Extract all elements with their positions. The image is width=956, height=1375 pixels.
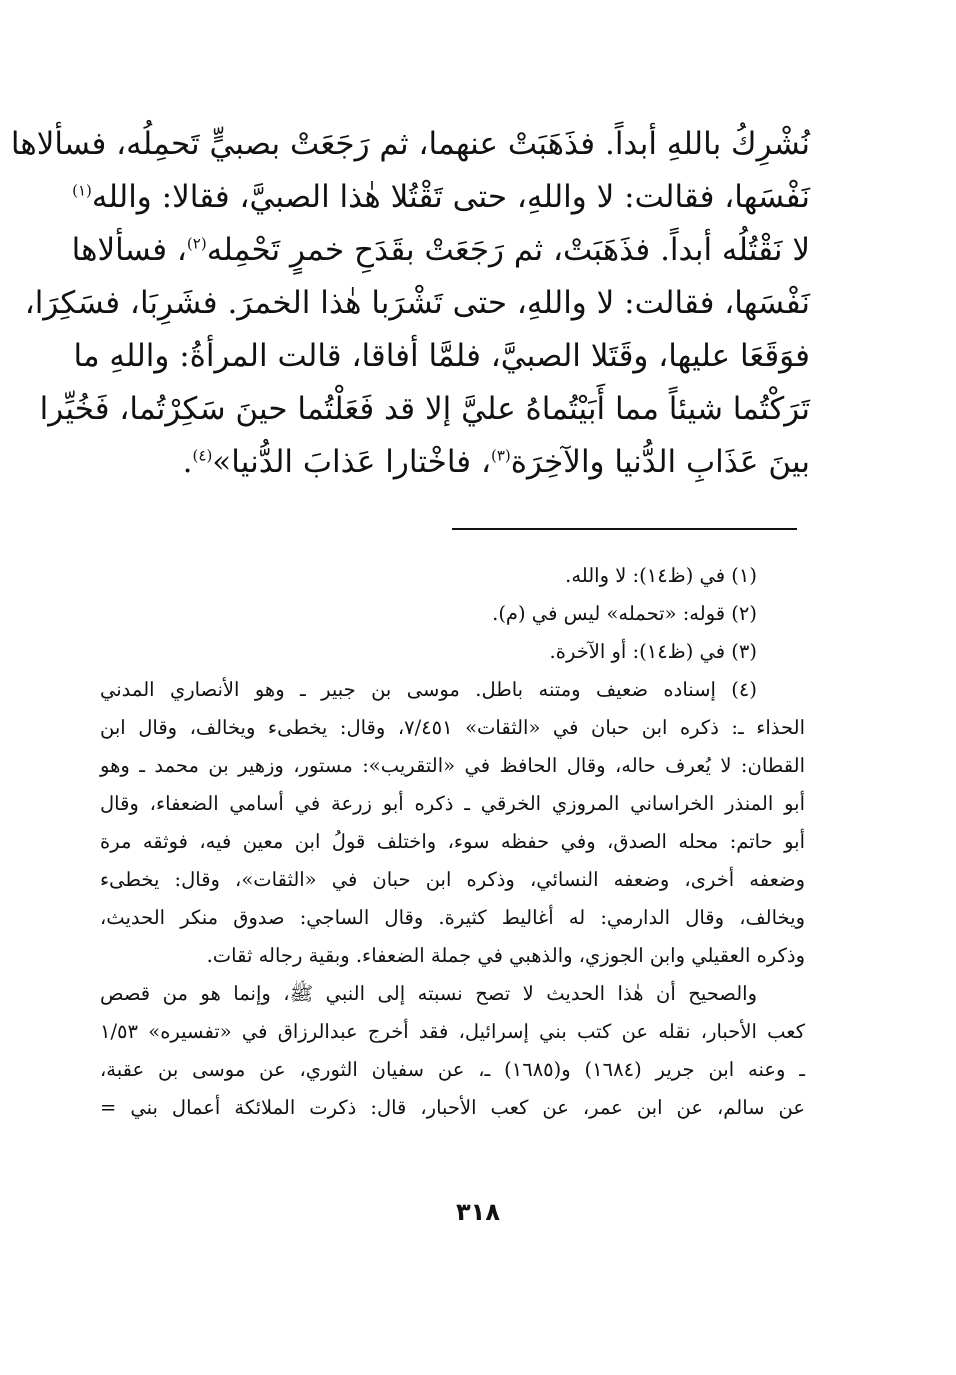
- footnote-separator: [452, 528, 797, 530]
- footnote-4-line: وضعفه أخرى، وضعفه النسائي، وذكره ابن حبان في «الثقات»، وقال: يخطىء: [100, 868, 805, 891]
- footnote-4-line: الحذاء ـ: ذكره ابن حبان في «الثقات» ٧/٤٥١، وقال: يخطىء ويخالف، وقال ابن: [100, 716, 805, 739]
- footnotes-block: [100, 557, 805, 1127]
- main-text-line: [71, 224, 810, 277]
- main-text-line-tail: ، فسألاها: [71, 232, 187, 268]
- main-text-line: نُشْرِكُ باللهِ أبداً. فذَهَبَتْ عنهما، ثم رَجَعَتْ بصبيٍّ تَحمِلُه، فسألاها: [10, 126, 810, 162]
- main-text-line: فوَقَعَا عليها، وقَتَلا الصبيَّ، فلمَّا أفاقا، قالت المرأةُ: واللهِ ما: [73, 338, 810, 374]
- footnote-4-para2-line: عن سالم، عن ابن عمر، عن كعب الأحبار، قال: ذكرت الملائكة أعمال بني =: [100, 1096, 805, 1119]
- footnote-4-line: أبو حاتم: محله الصدق، وفي حفظه سوء، واختلف قولُ ابن معين فيه، فوثقه مرة: [100, 830, 805, 853]
- footnote-4-para2-line: والصحيح أن هٰذا الحديث لا تصح نسبته إلى النبي ﷺ، وإنما هو من قصص: [100, 982, 757, 1005]
- main-text-line: [72, 171, 810, 224]
- footnote-reference: (٣): [490, 446, 511, 465]
- main-text-line: تَرَكْتُما شيئاً مما أَبَيْتُماهُ عليَّ إلا قد فَعَلْتُما حينَ سَكِرْتُما، فَخُيِّرا: [39, 391, 810, 427]
- main-text-line-content: لا نَقْتُلُه أبداً. فذَهَبَتْ، ثم رَجَعَتْ بقَدَحِ خمرٍ تَحْمِله: [206, 232, 810, 268]
- footnote-reference: (١): [72, 181, 92, 200]
- footnote-4-line: أبو المنذر الخراساني المروزي الخرقي ـ ذكره أبو زرعة في أسامي الضعفاء، وقال: [100, 792, 805, 815]
- footnote-4-line: القطان: لا يُعرف حاله، وقال الحافظ في «التقريب»: مستور، وزهير بن محمد ـ وهو: [100, 754, 805, 777]
- footnote-1: (١) في (ظ١٤): لا والله.: [565, 564, 757, 587]
- footnote-4-line: وذكره العقيلي وابن الجوزي، والذهبي في جملة الضعفاء. وبقية رجاله ثقات.: [206, 944, 805, 967]
- main-text-line-end: .: [182, 444, 193, 480]
- footnote-4-line: ويخالف، وقال الدارمي: له أغاليط كثيرة. وقال الساجي: صدوق منكر الحديث،: [100, 906, 805, 929]
- main-text-line-content: نَفْسَها، فقالت: لا واللهِ، حتى تَقْتُلا هٰذا الصبيَّ، فقالا: والله: [91, 179, 810, 215]
- footnote-2: (٢) قوله: «تحمله» ليس في (م).: [492, 602, 757, 625]
- main-text-line: [100, 436, 810, 489]
- main-text-line: نَفْسَها، فقالت: لا واللهِ، حتى تَشْرَبا هٰذا الخمرَ. فشَرِبَا، فسَكِرَا،: [24, 285, 810, 321]
- footnote-4-para2-line: كعب الأحبار، نقله عن كتب بني إسرائيل، فقد أخرج عبدالرزاق في «تفسيره» ١/٥٣: [100, 1020, 805, 1043]
- main-text-line-mid: ، فاخْتارا عَذابَ الدُّنيا»: [212, 444, 491, 480]
- page-number: ٣١٨: [456, 1198, 500, 1226]
- footnote-4-para2-line: ـ وعنه ابن جرير (١٦٨٤) و(١٦٨٥) ـ، عن سفيان الثوري، عن موسى بن عقبة،: [100, 1058, 805, 1081]
- main-text-line-content: بينَ عَذَابِ الدُّنيا والآخِرَة: [510, 444, 810, 480]
- footnote-3: (٣) في (ظ١٤): أو الآخرة.: [549, 640, 757, 663]
- footnote-reference: (٢): [186, 234, 207, 253]
- footnote-reference: (٤): [192, 446, 213, 465]
- main-text-block: [10, 118, 810, 489]
- footnote-4-line: (٤) إسناده ضعيف ومتنه باطل. موسى بن جبير ـ وهو الأنصاري المدني: [100, 678, 757, 701]
